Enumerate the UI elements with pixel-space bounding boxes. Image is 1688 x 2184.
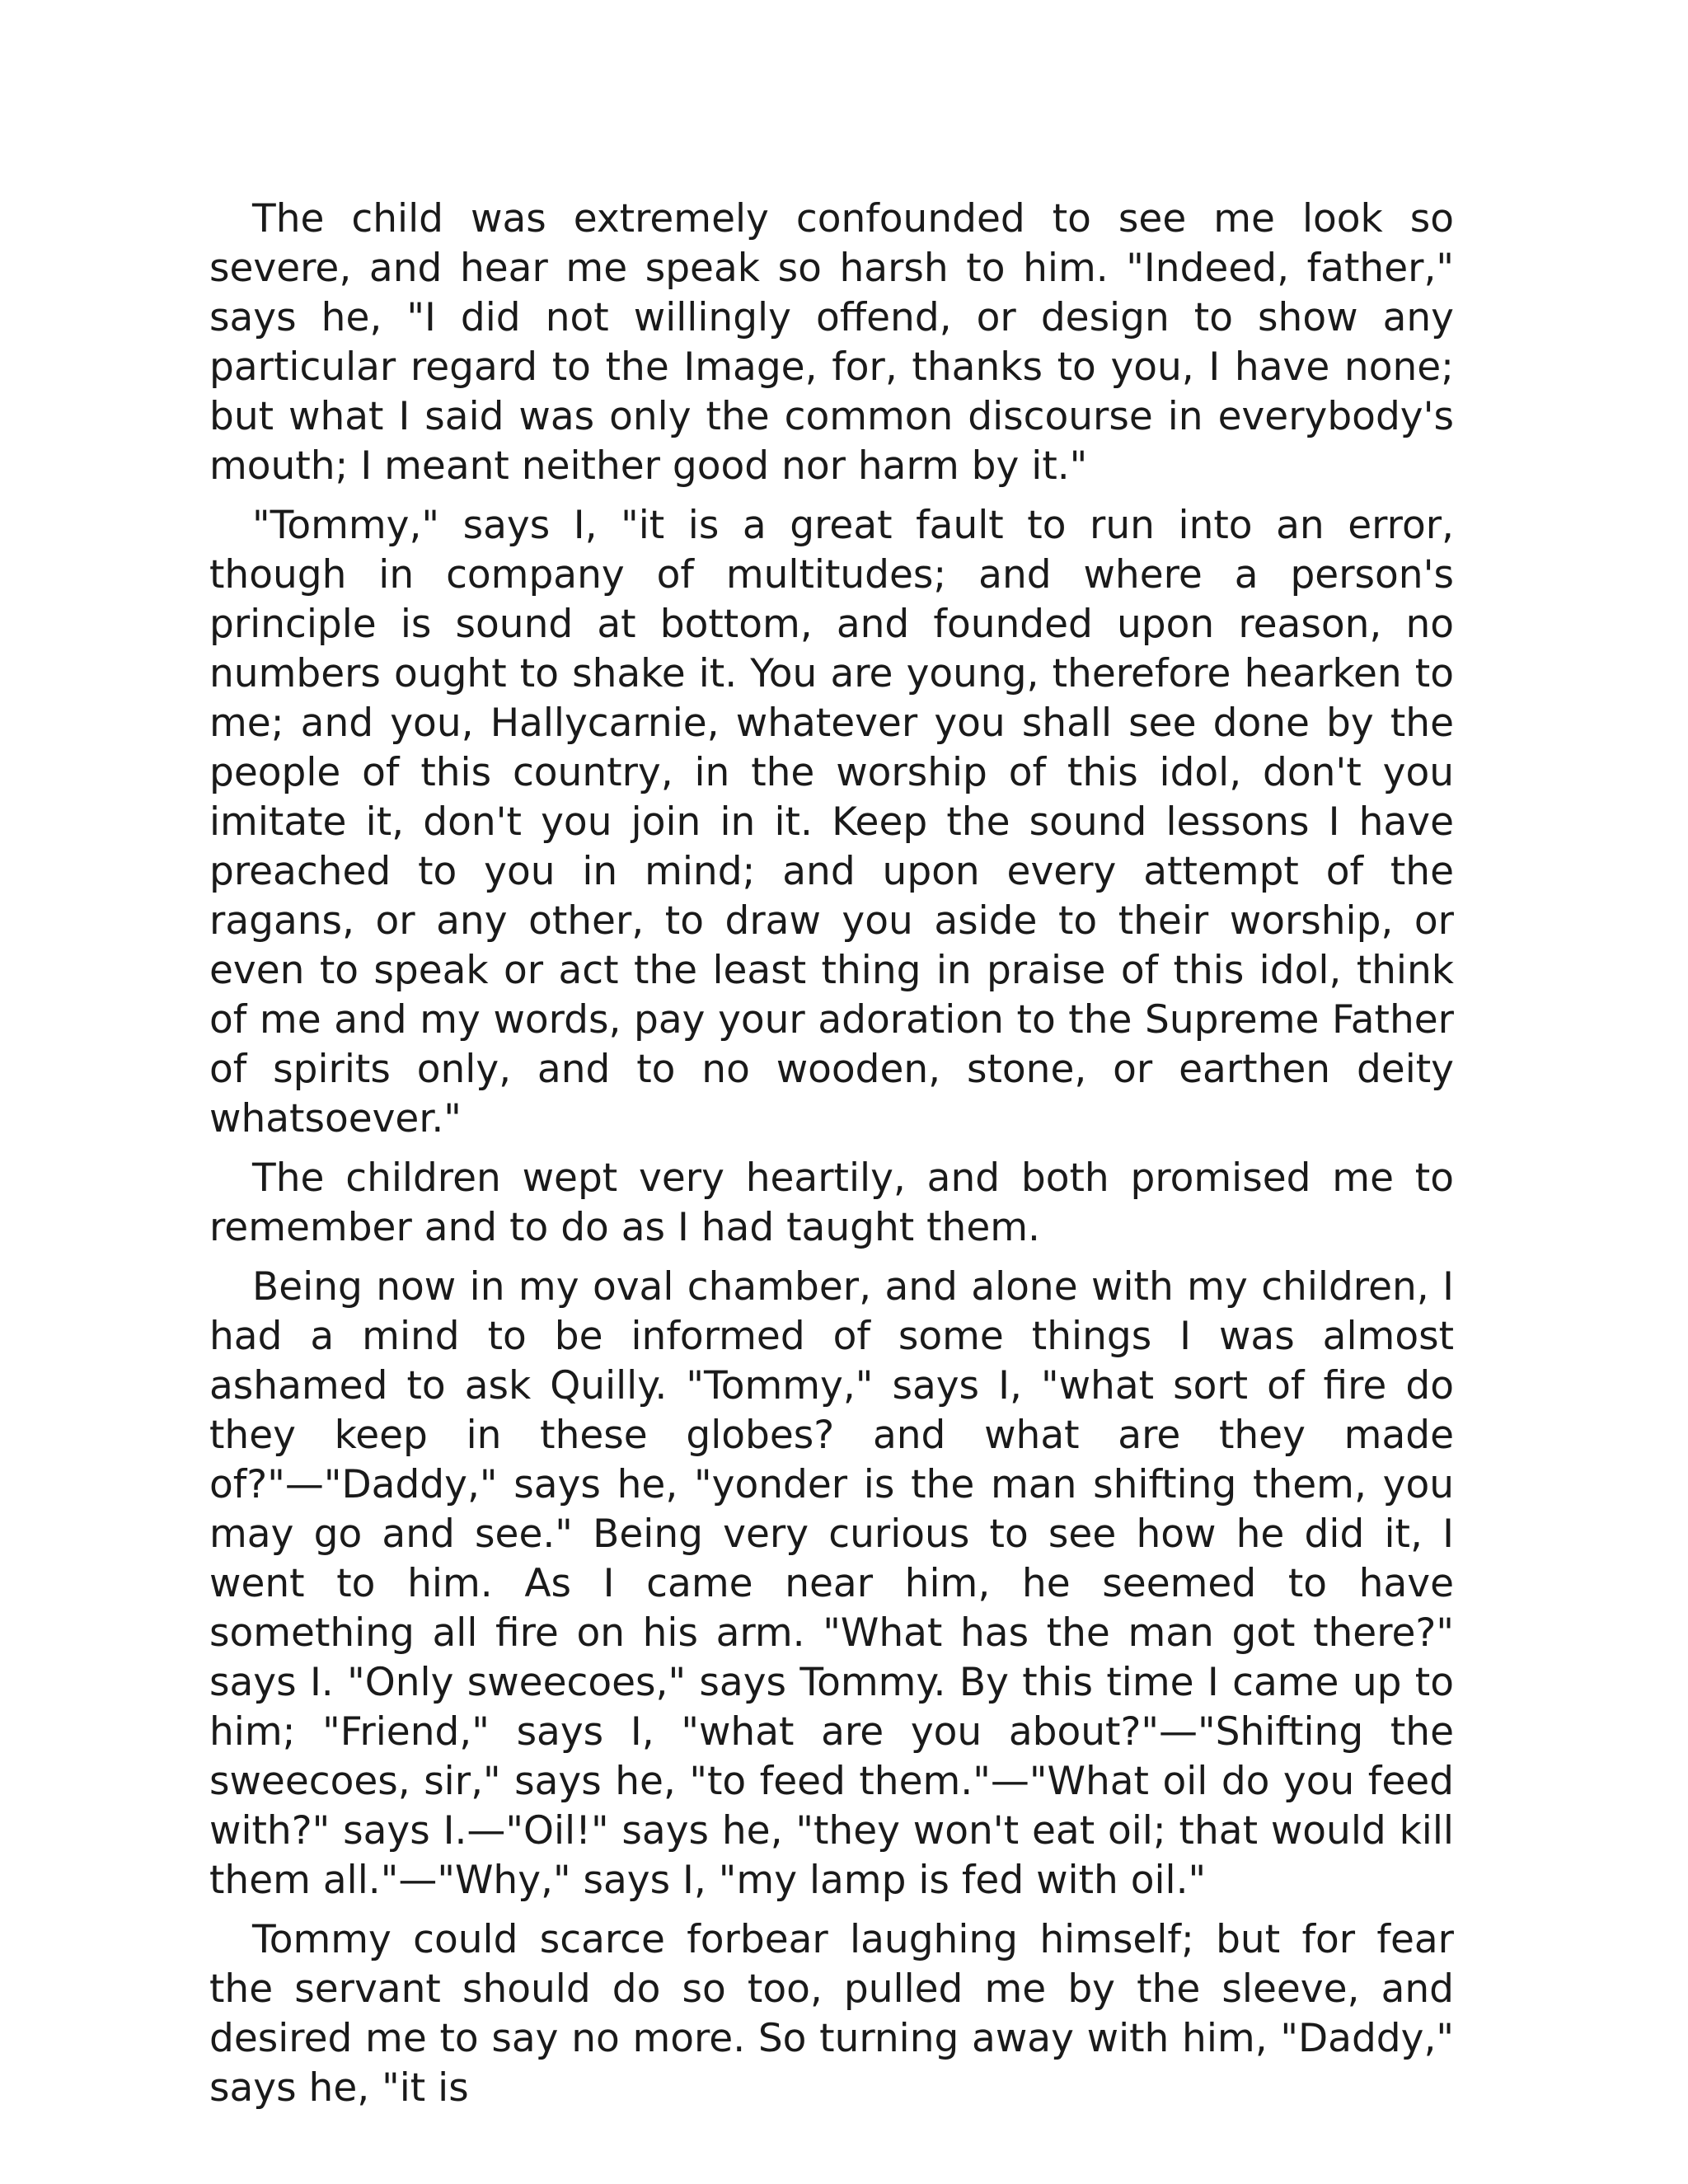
paragraph-5: Tommy could scarce forbear laughing himself; but for fear the servant should do so too, pulled me by the sleeve, and desired me to say no more. So turning away with him, "Daddy," says he, "it is <box>209 1917 1454 2111</box>
paragraph-2: "Tommy," says I, "it is a great fault to run into an error, though in company of multitudes; and where a person's principle is sound at bottom, and founded upon reason, no numbers ought to shake it. You are young, therefore hearken to me; and you, Hallycarnie, whatever you shall see done by the people of this country, in the worship of this idol, don't you imitate it, don't you join in it. Keep the sound lessons I have preached to you in mind; and upon every attempt of the ragans, or any other, to draw you aside to their worship, or even to speak or act the least thing in praise of this idol, think of me and my words, pay your adoration to the Supreme Father of spirits only, and to no wooden, stone, or earthen deity whatsoever." <box>209 503 1454 1141</box>
paragraph-4: Being now in my oval chamber, and alone with my children, I had a mind to be informed of some things I was almost ashamed to ask Quilly. "Tommy," says I, "what sort of fire do they keep in these globes? and what are they made of?"—"Daddy," says he, "yonder is the man shifting them, you may go and see." Being very curious to see how he did it, I went to him. As I came near him, he seemed to have something all fire on his arm. "What has the man got there?" says I. "Only sweecoes," says Tommy. By this time I came up to him; "Friend," says I, "what are you about?"—"Shifting the sweecoes, sir," says he, "to feed them."—"What oil do you feed with?" says I.—"Oil!" says he, "they won't eat oil; that would kill them all."—"Why," says I, "my lamp is fed with oil." <box>209 1264 1454 1903</box>
page-body-text <box>209 194 1454 2123</box>
paragraph-3: The children wept very heartily, and both promised me to remember and to do as I had taught them. <box>209 1155 1454 1250</box>
paragraph-1: The child was extremely confounded to see me look so severe, and hear me speak so harsh to him. "Indeed, father," says he, "I did not willingly offend, or design to show any particular regard to the Image, for, thanks to you, I have none; but what I said was only the common discourse in everybody's mouth; I meant neither good nor harm by it." <box>209 196 1454 489</box>
